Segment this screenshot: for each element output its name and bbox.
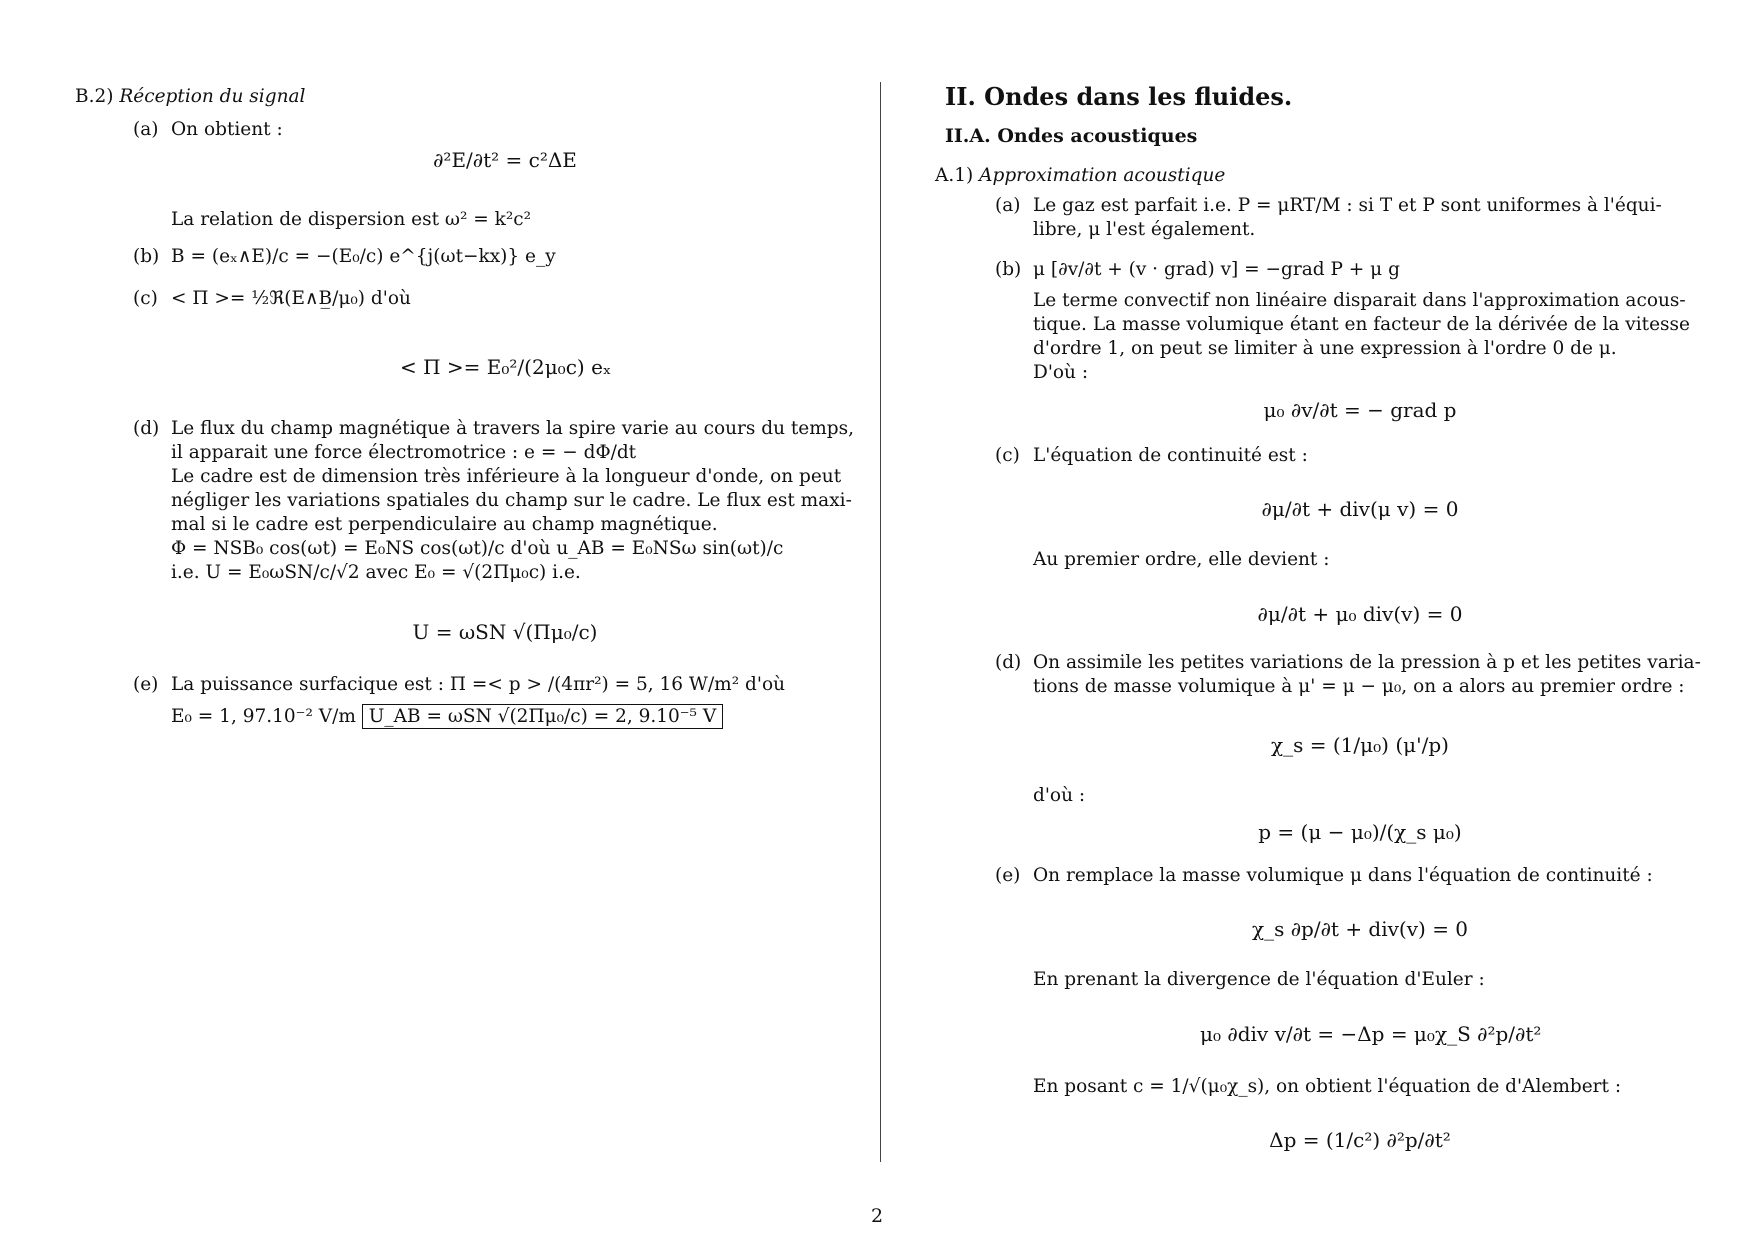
left-eq-wave: ∂²E/∂t² = c²ΔE — [433, 148, 577, 172]
right-item-a-label: (a) — [995, 195, 1021, 216]
right-eq-continuity-p: χ_s ∂p/∂t + div(v) = 0 — [1251, 917, 1469, 941]
left-d-line: Φ = NSB₀ cos(ωt) = E₀NS cos(ωt)/c d'où u_AB = E₀NSω sin(ωt)/c — [171, 538, 784, 559]
right-e-text: On remplace la masse volumique μ dans l'équation de continuité : — [1033, 865, 1653, 886]
page-number: 2 — [870, 1205, 884, 1227]
right-a-line: libre, μ l'est également. — [1033, 219, 1256, 240]
right-e-text2: En prenant la divergence de l'équation d'Euler : — [1033, 969, 1485, 990]
right-b-line: D'où : — [1033, 362, 1089, 383]
right-d-text: d'où : — [1033, 785, 1086, 806]
right-b-line: d'ordre 1, on peut se limiter à une expression à l'ordre 0 de μ. — [1033, 338, 1617, 359]
right-section-heading — [935, 164, 1225, 188]
left-eq-magnetic-field: B = (eₓ∧E)/c = −(E₀/c) e^{j(ωt−kx)} e_y — [171, 246, 556, 267]
left-d-line: Le flux du champ magnétique à travers la spire varie au cours du temps, — [171, 418, 855, 439]
right-eq-compressibility: χ_s = (1/μ₀) (μ'/p) — [1271, 733, 1449, 757]
left-section-number: B.2) — [75, 86, 114, 107]
sub-title: II.A. Ondes acoustiques — [945, 125, 1198, 147]
right-d-line: tions de masse volumique à μ' = μ − μ₀, on a alors au premier ordre : — [1033, 676, 1685, 697]
right-eq-divergence: μ₀ ∂div v/∂t = −Δp = μ₀χ_S ∂²p/∂t² — [1200, 1022, 1542, 1046]
left-e-line2: E₀ = 1, 97.10⁻² V/m — [171, 706, 356, 727]
right-a-line: Le gaz est parfait i.e. P = μRT/M : si T et P sont uniformes à l'équi- — [1033, 195, 1662, 216]
column-divider — [880, 82, 881, 1162]
right-item-b-body — [1033, 289, 1690, 385]
right-eq-euler: μ [∂v/∂t + (v · grad) v] = −grad P + μ g — [1033, 259, 1400, 280]
right-d-line: On assimile les petites variations de la pression à p et les petites varia- — [1033, 652, 1701, 673]
left-d-line: Le cadre est de dimension très inférieure à la longueur d'onde, on peut — [171, 466, 842, 487]
left-item-d-label: (d) — [133, 418, 160, 439]
left-d-line: négliger les variations spatiales du champ sur le cadre. Le flux est maxi- — [171, 490, 852, 511]
left-item-e-label: (e) — [133, 674, 159, 695]
right-eq-dalembert: Δp = (1/c²) ∂²p/∂t² — [1269, 1128, 1451, 1152]
right-item-e-label: (e) — [995, 865, 1021, 886]
left-item-b-label: (b) — [133, 246, 160, 267]
left-section-heading — [75, 85, 305, 109]
left-item-d-body — [171, 417, 854, 585]
right-section-title: Approximation acoustique — [979, 165, 1226, 186]
right-section-number: A.1) — [935, 165, 974, 186]
left-section-title: Réception du signal — [119, 86, 306, 107]
left-d-line: mal si le cadre est perpendiculaire au champ magnétique. — [171, 514, 718, 535]
right-item-d-label: (d) — [995, 652, 1022, 673]
right-item-d-body — [1033, 651, 1701, 699]
left-e-line2-row — [171, 705, 723, 729]
right-eq-continuity: ∂μ/∂t + div(μ v) = 0 — [1261, 497, 1459, 521]
right-eq-linear-euler: μ₀ ∂v/∂t = − grad p — [1263, 398, 1457, 422]
left-eq-poynting-result: < Π >= E₀²/(2μ₀c) eₓ — [400, 355, 612, 379]
left-dispersion-relation: La relation de dispersion est ω² = k²c² — [171, 209, 532, 230]
right-eq-continuity-linear: ∂μ/∂t + μ₀ div(v) = 0 — [1257, 602, 1463, 626]
right-e-text3: En posant c = 1/√(μ₀χ_s), on obtient l'équation de d'Alembert : — [1033, 1076, 1622, 1097]
left-item-c-label: (c) — [133, 288, 158, 309]
right-eq-pressure: p = (μ − μ₀)/(χ_s μ₀) — [1258, 820, 1462, 844]
left-d-line: il apparait une force électromotrice : e = − dΦ/dt — [171, 442, 637, 463]
left-e-line1: La puissance surfacique est : Π =< p > /(4πr²) = 5, 16 W/m² d'où — [171, 674, 785, 695]
part-title: II. Ondes dans les fluides. — [945, 82, 1293, 111]
right-item-b-label: (b) — [995, 259, 1022, 280]
left-d-line: i.e. U = E₀ωSN/c/√2 avec E₀ = √(2Πμ₀c) i.e. — [171, 562, 581, 583]
right-item-a-body — [1033, 194, 1662, 242]
left-item-a-text: On obtient : — [171, 119, 283, 140]
right-c-text2: Au premier ordre, elle devient : — [1033, 549, 1330, 570]
right-item-c-label: (c) — [995, 445, 1020, 466]
left-item-a-label: (a) — [133, 119, 159, 140]
right-c-text: L'équation de continuité est : — [1033, 445, 1308, 466]
left-boxed-result: U_AB = ωSN √(2Πμ₀/c) = 2, 9.10⁻⁵ V — [362, 704, 723, 729]
left-eq-poynting: < Π >= ½ℜ(E∧B̲/μ₀) d'où — [171, 288, 411, 309]
left-eq-voltage: U = ωSN √(Πμ₀/c) — [412, 620, 598, 644]
right-b-line: Le terme convectif non linéaire disparait dans l'approximation acous- — [1033, 290, 1686, 311]
right-b-line: tique. La masse volumique étant en facteur de la dérivée de la vitesse — [1033, 314, 1690, 335]
